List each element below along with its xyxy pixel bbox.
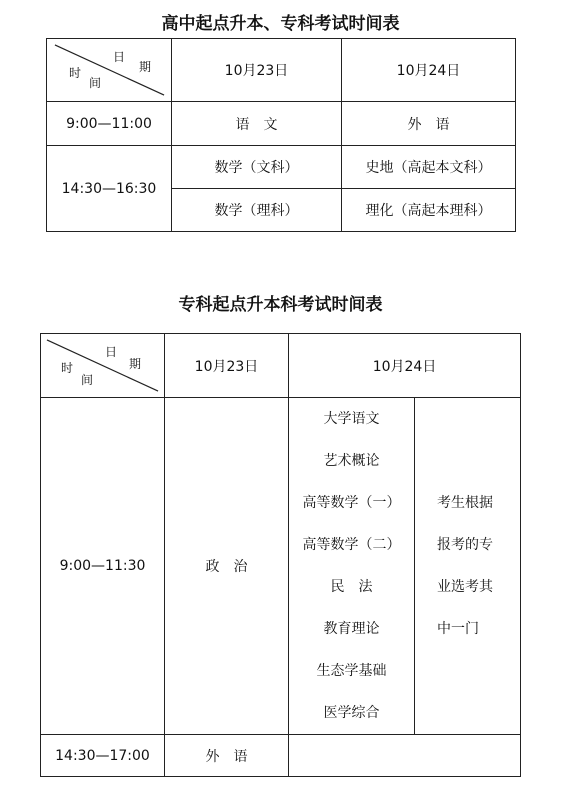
- schedule-table-highschool: [46, 38, 516, 232]
- time-cell: 9:00—11:00: [47, 102, 172, 146]
- time-char-2: 间: [89, 76, 102, 90]
- empty-cell: [289, 735, 521, 777]
- list-item: 医学综合: [323, 705, 380, 721]
- header-day2: 10月24日: [342, 39, 516, 102]
- list-item: 教育理论: [323, 621, 380, 637]
- header-day1: 10月23日: [165, 334, 289, 398]
- header-diagonal-cell: [41, 334, 165, 398]
- list-item: 艺术概论: [323, 453, 380, 469]
- list-item: 生态学基础: [316, 663, 387, 679]
- list-item: 大学语文: [323, 411, 380, 427]
- subject-cell: 数学（理科）: [172, 189, 342, 232]
- note-line: 报考的专: [437, 537, 493, 553]
- subject-cell: 外 语: [165, 735, 289, 777]
- date-char-1: 日: [113, 50, 126, 64]
- time-cell: 14:30—17:00: [41, 735, 165, 777]
- table1-title: 高中起点升本、专科考试时间表: [161, 14, 400, 34]
- header-diagonal-cell: [47, 39, 172, 102]
- time-char-1: 时: [61, 361, 74, 375]
- time-cell: 9:00—11:30: [41, 398, 165, 735]
- note-line: 中一门: [437, 621, 479, 637]
- time-cell: 14:30—16:30: [47, 146, 172, 232]
- note-line: 业选考其: [437, 579, 493, 595]
- time-char-1: 时: [69, 66, 82, 80]
- note-line: 考生根据: [437, 495, 493, 511]
- header-day1: 10月23日: [172, 39, 342, 102]
- list-item: 高等数学（一）: [302, 495, 401, 511]
- date-char-1: 日: [105, 345, 118, 359]
- subject-cell: 语 文: [172, 102, 342, 146]
- list-item: 民 法: [330, 579, 373, 595]
- schedule-table-upgrade: [40, 333, 521, 777]
- subject-cell: 政 治: [165, 398, 289, 735]
- subject-cell: 数学（文科）: [172, 146, 342, 189]
- time-char-2: 间: [81, 373, 94, 387]
- table2-title: 专科起点升本科考试时间表: [178, 295, 383, 315]
- elective-subject-list: [289, 398, 415, 735]
- header-day2: 10月24日: [289, 334, 521, 398]
- subject-cell: 理化（高起本理科）: [342, 189, 516, 232]
- elective-note: [415, 398, 521, 735]
- list-item: 高等数学（二）: [302, 537, 401, 553]
- date-char-2: 期: [129, 357, 142, 371]
- subject-cell: 史地（高起本文科）: [342, 146, 516, 189]
- subject-cell: 外 语: [342, 102, 516, 146]
- date-char-2: 期: [139, 60, 152, 74]
